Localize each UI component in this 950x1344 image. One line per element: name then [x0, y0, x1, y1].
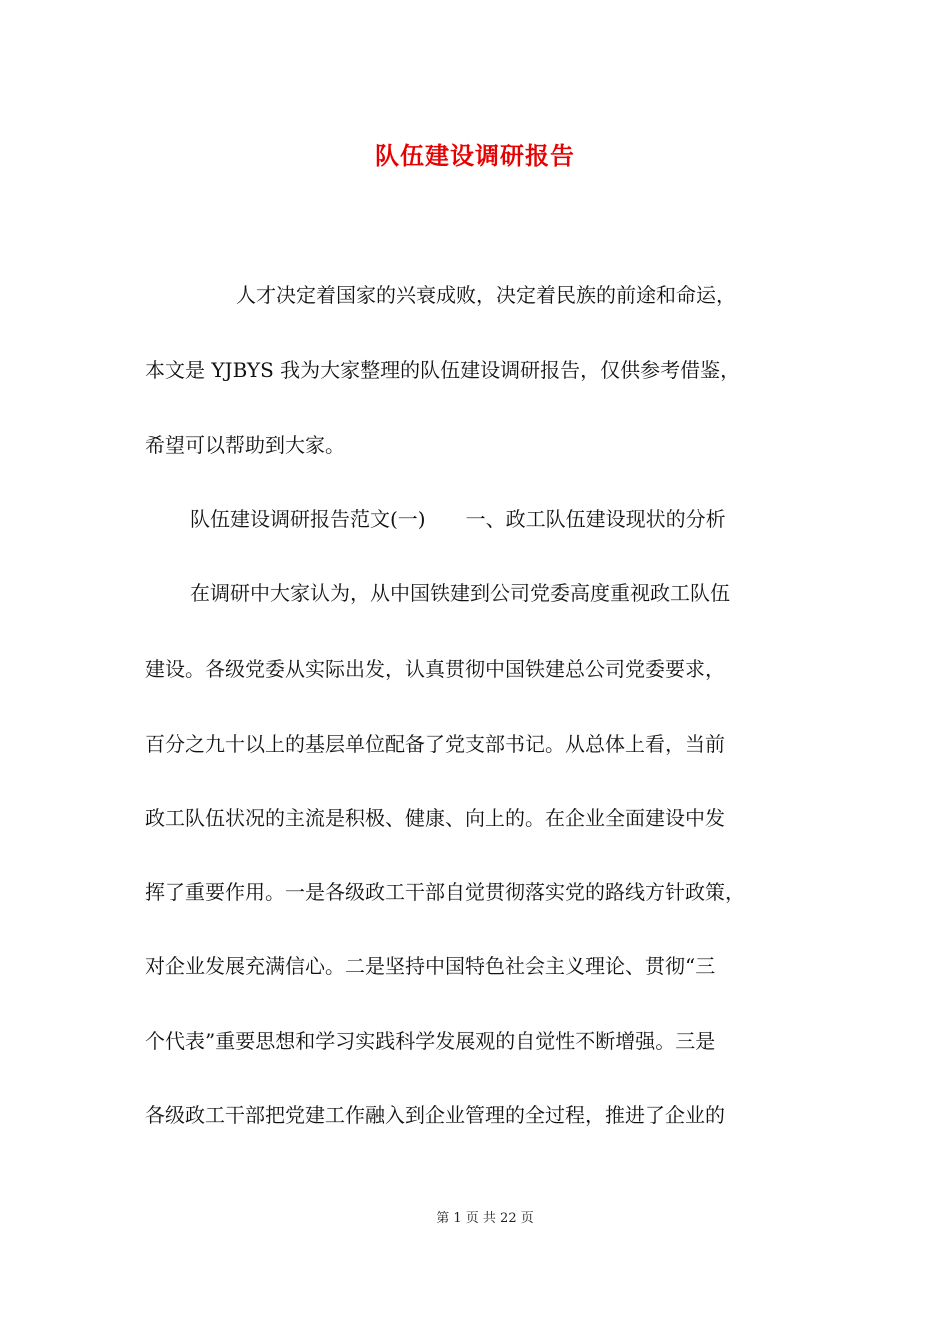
paragraph-line-6: 建设。各级党委从实际出发，认真贯彻中国铁建总公司党委要求，	[145, 657, 725, 681]
paragraph-line-9: 挥了重要作用。一是各级政工干部自觉贯彻落实党的路线方针政策，	[145, 880, 745, 904]
paragraph-line-4: 队伍建设调研报告范文(一) 一、政工队伍建设现状的分析	[190, 507, 726, 531]
paragraph-line-11: 个代表”重要思想和学习实践科学发展观的自觉性不断增强。三是	[145, 1029, 716, 1053]
paragraph-line-3: 希望可以帮助到大家。	[145, 433, 345, 457]
page-footer: 第 1 页 共 22 页	[436, 1211, 534, 1226]
paragraph-line-2: 本文是 YJBYS 我为大家整理的队伍建设调研报告，仅供参考借鉴，	[145, 358, 741, 382]
paragraph-line-1: 人才决定着国家的兴衰成败，决定着民族的前途和命运，	[236, 283, 736, 307]
paragraph-line-5: 在调研中大家认为，从中国铁建到公司党委高度重视政工队伍	[190, 581, 730, 605]
document-title: 队伍建设调研报告	[375, 141, 575, 170]
paragraph-line-12: 各级政工干部把党建工作融入到企业管理的全过程，推进了企业的	[145, 1103, 725, 1127]
paragraph-line-7: 百分之九十以上的基层单位配备了党支部书记。从总体上看，当前	[145, 732, 725, 756]
paragraph-line-8: 政工队伍状况的主流是积极、健康、向上的。在企业全面建设中发	[145, 806, 725, 830]
paragraph-line-10: 对企业发展充满信心。二是坚持中国特色社会主义理论、贯彻“三	[145, 954, 716, 978]
